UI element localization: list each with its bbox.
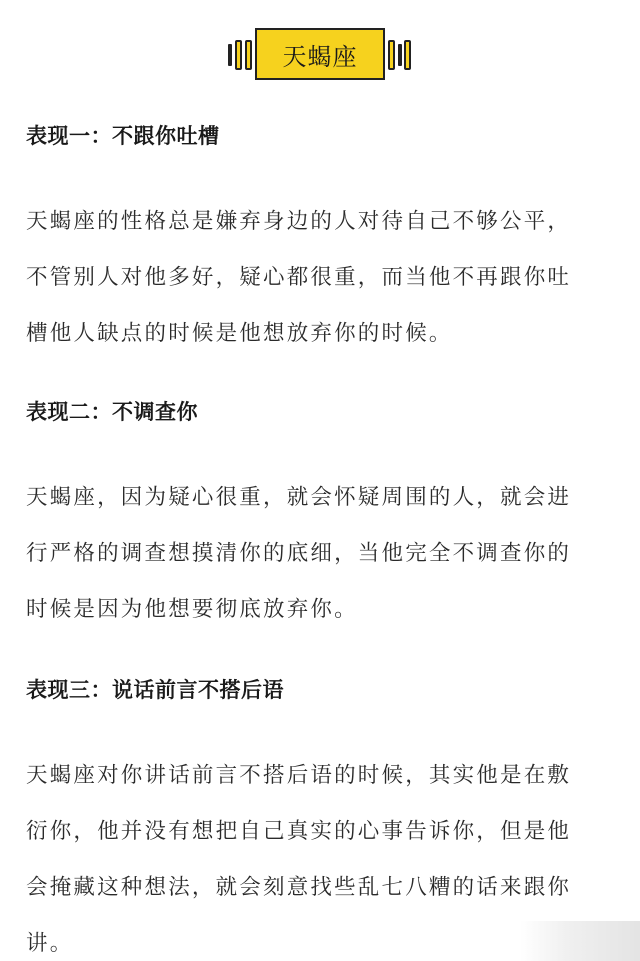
section-heading-2: 表现二：不调查你 [26, 400, 198, 424]
paragraph-3-line-1: 天蝎座对你讲话前言不搭后语的时候，其实他是在敷 [26, 763, 572, 788]
paragraph-2-line-3: 时候是因为他想要彻底放弃你。 [26, 597, 358, 622]
paragraph-3-line-4: 讲。 [26, 931, 74, 956]
paragraph-2-line-2: 行严格的调查想摸清你的底细，当他完全不调查你的 [26, 541, 572, 566]
title-banner [0, 28, 640, 82]
paragraph-2-line-1: 天蝎座，因为疑心很重，就会怀疑周围的人，就会进 [26, 485, 572, 510]
paragraph-3-line-2: 衍你，他并没有想把自己真实的心事告诉你，但是他 [26, 819, 572, 844]
corner-fade-overlay [520, 921, 640, 961]
paragraph-1-line-3: 槽他人缺点的时候是他想放弃你的时候。 [26, 321, 453, 346]
left-bracket-ornament [228, 40, 252, 70]
paragraph-3-line-3: 会掩藏这种想法，就会刻意找些乱七八糟的话来跟你 [26, 875, 572, 900]
section-heading-1: 表现一：不跟你吐槽 [26, 124, 220, 148]
right-bracket-ornament [388, 40, 412, 70]
paragraph-1-line-1: 天蝎座的性格总是嫌弃身边的人对待自己不够公平， [26, 209, 572, 234]
paragraph-1-line-2: 不管别人对他多好，疑心都很重，而当他不再跟你吐 [26, 265, 572, 290]
page-title: 天蝎座 [255, 28, 385, 80]
section-heading-3: 表现三：说话前言不搭后语 [26, 678, 284, 702]
